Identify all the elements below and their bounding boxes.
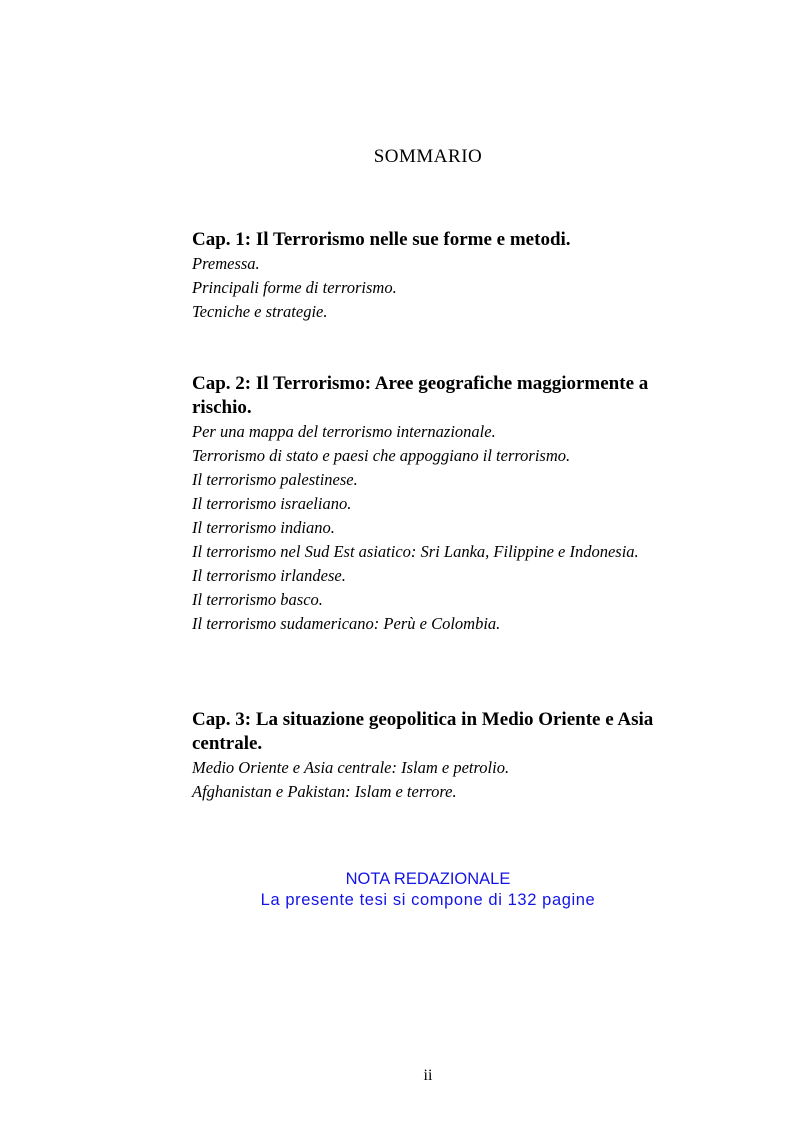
section-item: Medio Oriente e Asia centrale: Islam e petrolio.: [192, 758, 510, 777]
section-item: Il terrorismo palestinese.: [192, 470, 358, 489]
page-number: ii: [423, 1067, 433, 1084]
section-item: Il terrorismo nel Sud Est asiatico: Sri Lanka, Filippine e Indonesia.: [192, 542, 639, 561]
editorial-note-text: La presente tesi si compone di 132 pagine: [260, 891, 596, 909]
section-list: [192, 756, 682, 804]
editorial-note-title: NOTA REDAZIONALE: [345, 870, 511, 888]
section-item: Il terrorismo basco.: [192, 590, 323, 609]
section-item: Tecniche e strategie.: [192, 302, 328, 321]
section-item: Il terrorismo israeliano.: [192, 494, 352, 513]
section-item: Principali forme di terrorismo.: [192, 278, 397, 297]
chapter-3: [192, 708, 682, 804]
page-title: SOMMARIO: [373, 146, 483, 167]
chapter-title: Cap. 3: La situazione geopolitica in Medio Oriente e Asia centrale.: [192, 709, 654, 754]
section-item: Il terrorismo sudamericano: Perù e Colombia.: [192, 614, 501, 633]
section-item: Il terrorismo indiano.: [192, 518, 335, 537]
chapter-2: [192, 372, 682, 636]
chapter-title: Cap. 1: Il Terrorismo nelle sue forme e metodi.: [192, 229, 571, 250]
section-item: Terrorismo di stato e paesi che appoggiano il terrorismo.: [192, 446, 571, 465]
section-item: Premessa.: [192, 254, 260, 273]
section-item: Per una mappa del terrorismo internazionale.: [192, 422, 496, 441]
section-list: [192, 252, 682, 324]
chapter-1: [192, 228, 682, 324]
section-item: Afghanistan e Pakistan: Islam e terrore.: [192, 782, 457, 801]
section-list: [192, 420, 682, 636]
section-item: Il terrorismo irlandese.: [192, 566, 346, 585]
chapter-title: Cap. 2: Il Terrorismo: Aree geografiche maggiormente a rischio.: [192, 373, 649, 418]
